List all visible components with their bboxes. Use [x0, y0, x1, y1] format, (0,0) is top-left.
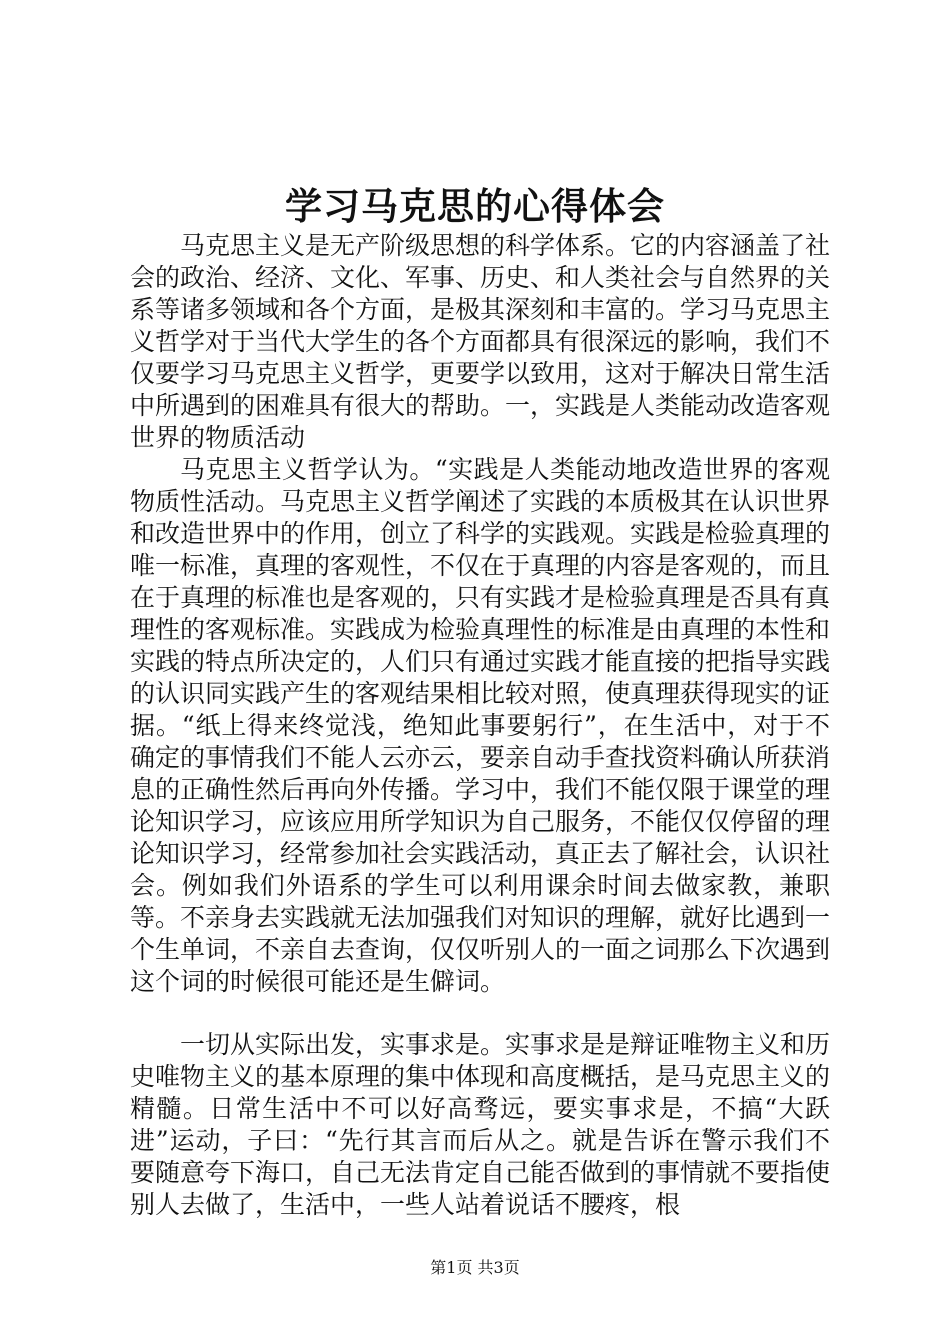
- page-number-footer: 第1页 共3页: [430, 1258, 520, 1277]
- paragraph-spacer: [130, 998, 830, 1029]
- paragraph-3: 一切从实际出发，实事求是。实事求是是辩证唯物主义和历史唯物主义的基本原理的集中体现和高度概括，是马克思主义的精髓。日常生活中不可以好高骛远，要实事求是，不搞“大跃进”运动，子曰：“先行其言而后从之。就是告诉在警示我们不要随意夸下海口，自己无法肯定自己能否做到的事情就不要指使别人去做了，生活中，一些人站着说话不腰疼，根: [130, 1030, 831, 1219]
- document-body: [130, 230, 830, 1221]
- document-title: 学习马克思的心得体会: [285, 185, 665, 228]
- paragraph-1: 马克思主义是无产阶级思想的科学体系。它的内容涵盖了社会的政治、经济、文化、军事、历史、和人类社会与自然界的关系等诸多领域和各个方面，是极其深刻和丰富的。学习马克思主义哲学对于当代大学生的各个方面都具有很深远的影响，我们不仅要学习马克思主义哲学，更要学以致用，这对于解决日常生活中所遇到的困难具有很大的帮助。一，实践是人类能动改造客观世界的物质活动: [130, 231, 831, 452]
- paragraph-2: 马克思主义哲学认为。“实践是人类能动地改造世界的客观物质性活动。马克思主义哲学阐述了实践的本质极其在认识世界和改造世界中的作用，创立了科学的实践观。实践是检验真理的唯一标准，真理的客观性，不仅在于真理的内容是客观的，而且在于真理的标准也是客观的，只有实践才是检验真理是否具有真理性的客观标准。实践成为检验真理性的标准是由真理的本性和实践的特点所决定的，人们只有通过实践才能直接的把指导实践的认识同实践产生的客观结果相比较对照，使真理获得现实的证据。“纸上得来终觉浅，绝知此事要躬行”，在生活中，对于不确定的事情我们不能人云亦云，要亲自动手查找资料确认所获消息的正确性然后再向外传播。学习中，我们不能仅限于课堂的理论知识学习，应该应用所学知识为自己服务，不能仅仅停留的理论知识学习，经常参加社会实践活动，真正去了解社会，认识社会。例如我们外语系的学生可以利用课余时间去做家教，兼职等。不亲身去实践就无法加强我们对知识的理解，就好比遇到一个生单词，不亲自去查询，仅仅听别人的一面之词那么下次遇到这个词的时候很可能还是生僻词。: [130, 455, 831, 996]
